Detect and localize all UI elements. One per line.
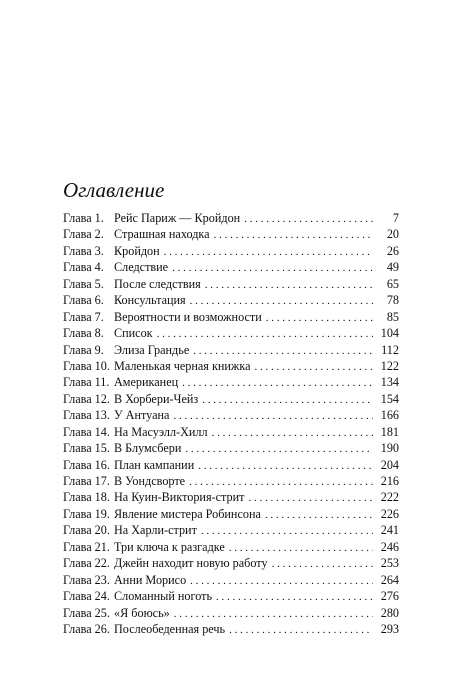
toc-dot-leader — [198, 458, 373, 474]
toc-dot-leader — [174, 606, 373, 622]
toc-chapter-title: «Я боюсь» — [114, 605, 170, 620]
toc-chapter-number: Глава 11. — [63, 375, 110, 390]
toc-page-number: 216 — [380, 474, 399, 488]
toc-page-number: 7 — [392, 211, 399, 225]
toc-chapter-number: Глава 16. — [63, 457, 110, 472]
toc-chapter-title: В Уондсворте — [114, 474, 186, 488]
toc-entry — [63, 605, 399, 621]
toc-page-number: 78 — [386, 293, 399, 308]
toc-entry — [63, 226, 399, 242]
toc-chapter-number: Глава 9. — [63, 342, 104, 357]
toc-chapter-number: Глава 13. — [63, 408, 110, 423]
toc-entry — [63, 621, 399, 637]
toc-entry — [63, 243, 399, 259]
toc-chapter-title: Кройдон — [114, 243, 160, 258]
toc-page-number: 134 — [380, 375, 399, 390]
toc-page-number: 264 — [380, 572, 399, 587]
toc-dot-leader — [266, 310, 373, 326]
toc-page-number: 49 — [386, 260, 399, 275]
toc-chapter-number: Глава 14. — [63, 424, 110, 439]
toc-chapter-number: Глава 15. — [63, 441, 110, 456]
toc-page-number: 222 — [380, 490, 399, 505]
toc-list — [63, 210, 399, 637]
toc-page-number: 246 — [380, 539, 399, 554]
toc-dot-leader — [201, 523, 373, 539]
toc-page-number: 122 — [380, 358, 399, 373]
toc-chapter-number: Глава 10. — [63, 358, 110, 373]
toc-page-number: 26 — [386, 243, 399, 258]
toc-dot-leader — [216, 589, 373, 605]
toc-chapter-title: У Антуана — [114, 408, 170, 423]
toc-chapter-title: Три ключа к разгадке — [114, 539, 225, 554]
toc-entry — [63, 210, 399, 226]
toc-chapter-number: Глава 6. — [63, 293, 104, 308]
toc-chapter-number: Глава 20. — [63, 523, 110, 538]
toc-chapter-title: План кампании — [114, 457, 195, 472]
toc-entry — [63, 457, 399, 473]
toc-entry — [63, 489, 399, 505]
toc-entry — [63, 259, 399, 275]
toc-entry — [63, 276, 399, 292]
toc-dot-leader — [193, 343, 373, 359]
toc-dot-leader — [185, 441, 373, 457]
toc-chapter-number: Глава 2. — [63, 227, 104, 242]
toc-chapter-number: Глава 24. — [63, 589, 110, 604]
toc-dot-leader — [172, 260, 373, 276]
toc-page-number: 154 — [380, 391, 399, 406]
toc-page-number: 20 — [386, 227, 399, 242]
toc-entry — [63, 506, 399, 522]
toc-dot-leader — [248, 490, 373, 506]
toc-title: Оглавление — [63, 178, 165, 202]
toc-chapter-number: Глава 3. — [63, 243, 104, 258]
toc-chapter-title: Рейс Париж — Кройдон — [114, 211, 241, 225]
toc-dot-leader — [173, 408, 373, 424]
toc-chapter-title: Джейн находит новую работу — [114, 556, 268, 571]
toc-entry — [63, 325, 399, 341]
toc-entry — [63, 588, 399, 604]
toc-chapter-title: Американец — [114, 375, 179, 390]
toc-page-number: 293 — [380, 621, 399, 636]
toc-chapter-number: Глава 25. — [63, 605, 110, 620]
toc-chapter-number: Глава 19. — [63, 506, 110, 521]
toc-chapter-number: Глава 22. — [63, 556, 110, 571]
toc-entry — [63, 309, 399, 325]
toc-dot-leader — [214, 227, 373, 243]
toc-chapter-number: Глава 1. — [63, 211, 104, 225]
toc-chapter-title: Следствие — [114, 260, 169, 275]
toc-dot-leader — [229, 622, 373, 638]
toc-chapter-title: Сломанный ноготь — [114, 589, 213, 604]
toc-page-number: 190 — [380, 441, 399, 456]
toc-chapter-number: Глава 7. — [63, 309, 104, 324]
toc-chapter-number: Глава 17. — [63, 474, 110, 488]
toc-page-number: 253 — [380, 556, 399, 571]
toc-entry — [63, 358, 399, 374]
toc-entry — [63, 342, 399, 358]
toc-chapter-number: Глава 5. — [63, 276, 104, 291]
toc-chapter-title: Вероятности и возможности — [114, 309, 262, 324]
toc-chapter-title: Послеобеденная речь — [114, 621, 226, 636]
toc-entry — [63, 539, 399, 555]
toc-chapter-title: Элиза Грандье — [114, 342, 190, 357]
toc-dot-leader — [265, 507, 373, 523]
toc-chapter-number: Глава 8. — [63, 326, 104, 341]
toc-page-number: 280 — [380, 605, 399, 620]
toc-chapter-number: Глава 18. — [63, 490, 110, 505]
toc-chapter-title: Маленькая черная книжка — [114, 358, 251, 373]
toc-page-number: 85 — [386, 309, 399, 324]
toc-page-number: 65 — [386, 276, 399, 291]
toc-entry — [63, 407, 399, 423]
toc-entry — [63, 555, 399, 571]
toc-entry — [63, 391, 399, 407]
toc-chapter-title: На Харли-стрит — [114, 523, 197, 538]
toc-page-number: 241 — [380, 523, 399, 538]
toc-page-number: 204 — [380, 457, 399, 472]
toc-chapter-title: После следствия — [114, 276, 201, 291]
toc-page-number: 104 — [380, 326, 399, 341]
toc-chapter-title: В Хорбери-Чейз — [114, 391, 199, 406]
toc-entry — [63, 292, 399, 308]
toc-dot-leader — [212, 425, 373, 441]
toc-chapter-title: Анни Морисо — [114, 572, 187, 587]
toc-dot-leader — [164, 244, 373, 260]
toc-dot-leader — [182, 375, 373, 391]
toc-dot-leader — [229, 540, 373, 556]
toc-entry — [63, 522, 399, 538]
toc-chapter-title: На Куин-Виктория-стрит — [114, 490, 245, 505]
toc-dot-leader — [244, 211, 373, 227]
toc-chapter-title: В Блумсбери — [114, 441, 182, 456]
toc-entry — [63, 572, 399, 588]
toc-dot-leader — [202, 392, 373, 408]
toc-dot-leader — [190, 573, 373, 589]
toc-dot-leader — [190, 293, 373, 309]
toc-chapter-number: Глава 12. — [63, 391, 110, 406]
toc-dot-leader — [254, 359, 373, 375]
toc-page-number: 181 — [380, 424, 399, 439]
toc-chapter-title: На Масуэлл-Хилл — [114, 424, 208, 439]
toc-dot-leader — [189, 474, 373, 490]
toc-entry — [63, 440, 399, 456]
toc-entry — [63, 424, 399, 440]
toc-chapter-number: Глава 26. — [63, 621, 110, 636]
toc-entry — [63, 473, 399, 489]
toc-dot-leader — [272, 556, 373, 572]
toc-dot-leader — [205, 277, 373, 293]
toc-chapter-title: Явление мистера Робинсона — [114, 506, 261, 521]
toc-page-number: 112 — [381, 342, 399, 357]
toc-entry — [63, 374, 399, 390]
toc-chapter-number: Глава 4. — [63, 260, 104, 275]
toc-chapter-title: Список — [114, 326, 153, 341]
toc-page-number: 276 — [380, 589, 399, 604]
toc-chapter-title: Консультация — [114, 293, 186, 308]
toc-chapter-number: Глава 23. — [63, 572, 110, 587]
toc-dot-leader — [157, 326, 373, 342]
toc-chapter-number: Глава 21. — [63, 539, 110, 554]
toc-chapter-title: Страшная находка — [114, 227, 210, 242]
toc-page-number: 166 — [380, 408, 399, 423]
toc-page-number: 226 — [380, 506, 399, 521]
